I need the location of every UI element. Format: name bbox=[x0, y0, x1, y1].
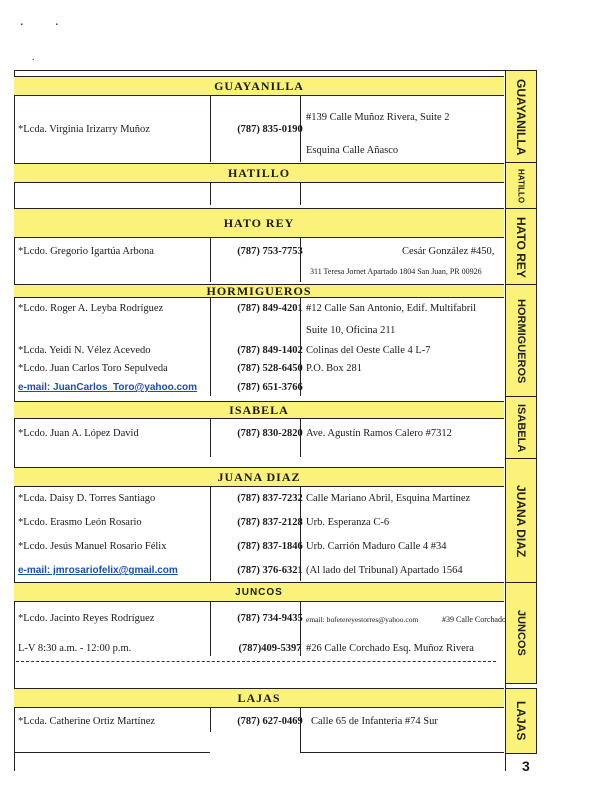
address-line: Calle Mariano Abril, Esquina Martínez bbox=[306, 493, 471, 504]
office-hours: L-V 8:30 a.m. - 12:00 p.m. bbox=[18, 643, 132, 654]
column-divider bbox=[300, 238, 301, 282]
dashed-divider bbox=[16, 661, 496, 662]
address-line: #12 Calle San Antonio, Edif. Multifabril bbox=[306, 303, 477, 314]
column-divider bbox=[210, 487, 211, 581]
tab-lajas: LAJAS bbox=[505, 688, 537, 754]
section-header-isabela: ISABELA bbox=[14, 401, 504, 419]
attorney-name: *Lcdo. Juan A. López David bbox=[18, 428, 139, 439]
phone-number: (787) 830-2820 bbox=[237, 428, 303, 439]
attorney-name: *Lcdo. Erasmo León Rosario bbox=[18, 517, 142, 528]
phone-number: (787) 835-0190 bbox=[237, 124, 303, 135]
phone-number: (787) 753-7753 bbox=[237, 246, 303, 257]
address-line: Calle 65 de Infantería #74 Sur bbox=[311, 716, 438, 727]
phone-number: (787) 849-4201 bbox=[237, 303, 303, 314]
tab-juana-diaz: JUANA DIAZ bbox=[505, 458, 537, 584]
column-divider bbox=[210, 183, 211, 205]
section-header-guayanilla: GUAYANILLA bbox=[14, 76, 504, 96]
column-divider bbox=[300, 183, 301, 205]
address-line: 311 Teresa Jornet Apartado 1804 San Juan, PR 00926 bbox=[310, 267, 482, 276]
address-line: #39 Calle Corchado bbox=[442, 615, 506, 624]
scan-marks: . . bbox=[20, 14, 73, 29]
phone-number: (787) 376-6321 bbox=[237, 565, 303, 576]
address-line: Ave. Agustín Ramos Calero #7312 bbox=[306, 428, 452, 439]
section-header-hato-rey: HATO REY bbox=[14, 208, 504, 238]
email-link[interactable]: e-mail: JuanCarlos_Toro@yahoo.com bbox=[18, 382, 198, 393]
address-line: Cesár González #450, bbox=[402, 246, 495, 257]
attorney-name: *Lcdo. Jacinto Reyes Rodríguez bbox=[18, 613, 155, 624]
section-header-lajas: LAJAS bbox=[14, 688, 504, 708]
phone-number: (787)409-5397 bbox=[238, 643, 302, 654]
attorney-name: *Lcdo. Jesús Manuel Rosario Félix bbox=[18, 541, 167, 552]
phone-number: (787) 651-3766 bbox=[237, 382, 303, 393]
column-divider bbox=[210, 419, 211, 457]
phone-number: (787) 837-7232 bbox=[237, 493, 303, 504]
address-line: Suite 10, Oficina 211 bbox=[306, 325, 396, 336]
tab-hormigueros: HORMIGUEROS bbox=[505, 284, 537, 398]
attorney-name: *Lcda. Yeidi N. Vélez Acevedo bbox=[18, 345, 151, 356]
tab-juncos: JUNCOS bbox=[505, 582, 537, 684]
column-divider bbox=[210, 96, 211, 162]
tab-isabela: ISABELA bbox=[505, 396, 537, 460]
section-header-hatillo: HATILLO bbox=[14, 163, 504, 183]
address-line: Urb. Carrión Maduro Calle 4 #34 bbox=[306, 541, 447, 552]
tab-hatillo: HATILLO bbox=[505, 162, 537, 210]
phone-number: (787) 837-1846 bbox=[237, 541, 303, 552]
tab-guayanilla: GUAYANILLA bbox=[505, 70, 537, 164]
page-number: 3 bbox=[522, 758, 530, 774]
phone-number: (787) 528-6450 bbox=[237, 363, 303, 374]
email-text[interactable]: email: bufetereyestorres@yahoo.com bbox=[306, 615, 419, 624]
column-divider bbox=[210, 298, 211, 396]
column-divider bbox=[210, 708, 211, 732]
address-line: Colinas del Oeste Calle 4 L-7 bbox=[306, 345, 431, 356]
address-line: #139 Calle Muñoz Rivera, Suite 2 bbox=[306, 112, 450, 123]
section-header-juncos: JUNCOS bbox=[14, 582, 504, 602]
attorney-name: *Lcda. Daisy D. Torres Santiago bbox=[18, 493, 156, 504]
section-header-juana-diaz: JUANA DIAZ bbox=[14, 467, 504, 487]
column-divider bbox=[210, 238, 211, 282]
attorney-name: *Lcdo. Juan Carlos Toro Sepulveda bbox=[18, 363, 168, 374]
phone-number: (787) 849-1402 bbox=[237, 345, 303, 356]
email-link[interactable]: e-mail: jmrosariofelix@gmail.com bbox=[18, 565, 178, 576]
attorney-name: *Lcda. Catherine Ortiz Martínez bbox=[18, 716, 156, 727]
attorney-name: *Lcdo. Roger A. Leyba Rodríguez bbox=[18, 303, 164, 314]
row-divider bbox=[300, 752, 504, 753]
phone-number: (787) 627-0469 bbox=[237, 716, 303, 727]
address-line: Esquina Calle Añasco bbox=[306, 145, 399, 156]
attorney-name: *Lcda. Virginia Irizarry Muñoz bbox=[18, 124, 150, 135]
phone-number: (787) 837-2128 bbox=[237, 517, 303, 528]
address-line: P.O. Box 281 bbox=[306, 363, 363, 374]
address-line: #26 Calle Corchado Esq. Muñoz Rivera bbox=[306, 643, 474, 654]
tab-hato-rey: HATO REY bbox=[505, 208, 537, 286]
attorney-name: *Lcdo. Gregorio Igartúa Arbona bbox=[18, 246, 154, 257]
address-line: (Al lado del Tribunal) Apartado 1564 bbox=[306, 565, 463, 576]
scan-mark: . bbox=[32, 52, 35, 63]
phone-number: (787) 734-9435 bbox=[237, 613, 303, 624]
column-divider bbox=[300, 708, 301, 752]
section-header-hormigueros: HORMIGUEROS bbox=[14, 284, 504, 298]
address-line: Urb. Esperanza C-6 bbox=[306, 517, 390, 528]
column-divider bbox=[210, 602, 211, 656]
row-divider bbox=[14, 752, 210, 753]
